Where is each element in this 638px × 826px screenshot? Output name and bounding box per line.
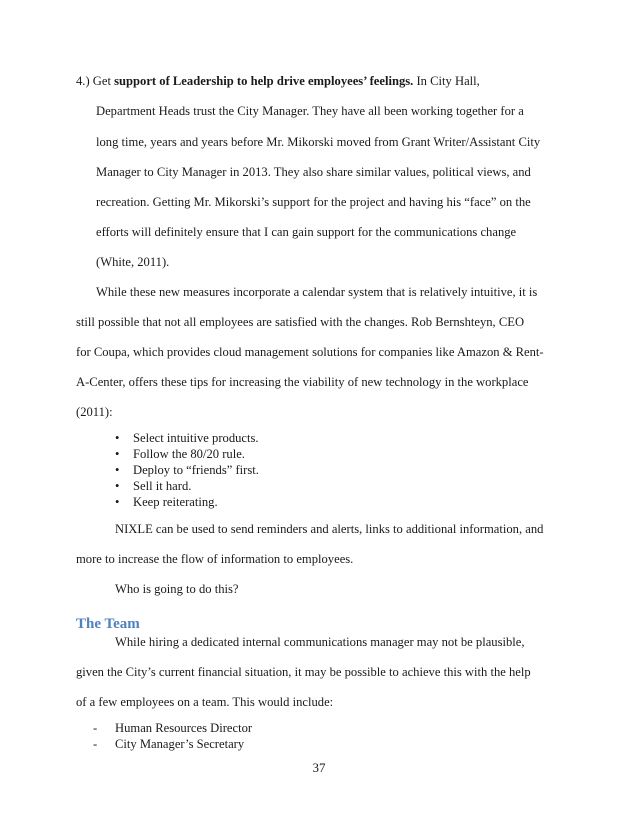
paragraph-3-line-2: more to increase the flow of information to employees. (76, 552, 354, 566)
paragraph-3-line-1: NIXLE can be used to send reminders and alerts, links to additional information, and (115, 522, 544, 536)
paragraph-1-suffix: In City Hall, (413, 74, 480, 88)
paragraph-1-prefix: 4.) Get (76, 74, 115, 88)
paragraph-2-line-2: still possible that not all employees are satisfied with the changes. Rob Bernshteyn, CEO (76, 315, 525, 329)
team-paragraph-line-3: of a few employees on a team. This would include: (76, 695, 334, 709)
paragraph-1-line-7: (White, 2011). (96, 255, 170, 269)
paragraph-1-line-5: recreation. Getting Mr. Mikorski’s support for the project and having his “face” on the (96, 195, 531, 209)
list-item: • Follow the 80/20 rule. (115, 447, 245, 461)
list-item: - City Manager’s Secretary (93, 737, 245, 751)
paragraph-1-line-1 (76, 73, 480, 89)
paragraph-2-line-1: While these new measures incorporate a calendar system that is relatively intuitive, it is (96, 285, 538, 299)
bullet-icon: • (115, 479, 120, 493)
list-item: • Sell it hard. (115, 479, 192, 493)
bullet-icon: • (115, 495, 120, 509)
paragraph-2-line-4: A-Center, offers these tips for increasing the viability of new technology in the workplace (76, 375, 529, 389)
paragraph-2-line-5: (2011): (76, 405, 113, 419)
paragraph-1-bold-phrase: support of Leadership to help drive employees’ feelings. (114, 74, 414, 88)
list-item: • Deploy to “friends” first. (115, 463, 259, 477)
dash-icon: - (93, 737, 98, 751)
section-heading-the-team: The Team (76, 616, 140, 632)
list-item: • Keep reiterating. (115, 495, 218, 509)
page-number: 37 (312, 760, 326, 775)
team-paragraph-line-1: While hiring a dedicated internal communications manager may not be plausible, (115, 635, 525, 649)
paragraph-1-line-2: Department Heads trust the City Manager. They have all been working together for a (96, 104, 524, 118)
team-paragraph-line-2: given the City’s current financial situation, it may be possible to achieve this with the help (76, 665, 531, 679)
paragraph-2-line-3: for Coupa, which provides cloud management solutions for companies like Amazon & Rent- (76, 345, 544, 359)
list-item: - Human Resources Director (93, 721, 253, 735)
dash-icon: - (93, 721, 98, 735)
bullet-icon: • (115, 463, 120, 477)
paragraph-1-line-4: Manager to City Manager in 2013. They also share similar values, political views, and (96, 165, 531, 179)
bullet-icon: • (115, 447, 120, 461)
paragraph-1-line-6: efforts will definitely ensure that I can gain support for the communications change (96, 225, 517, 239)
paragraph-1-line-3: long time, years and years before Mr. Mikorski moved from Grant Writer/Assistant City (96, 135, 541, 149)
bullet-icon: • (115, 431, 120, 445)
question-line: Who is going to do this? (115, 582, 239, 596)
list-item: • Select intuitive products. (115, 431, 259, 445)
